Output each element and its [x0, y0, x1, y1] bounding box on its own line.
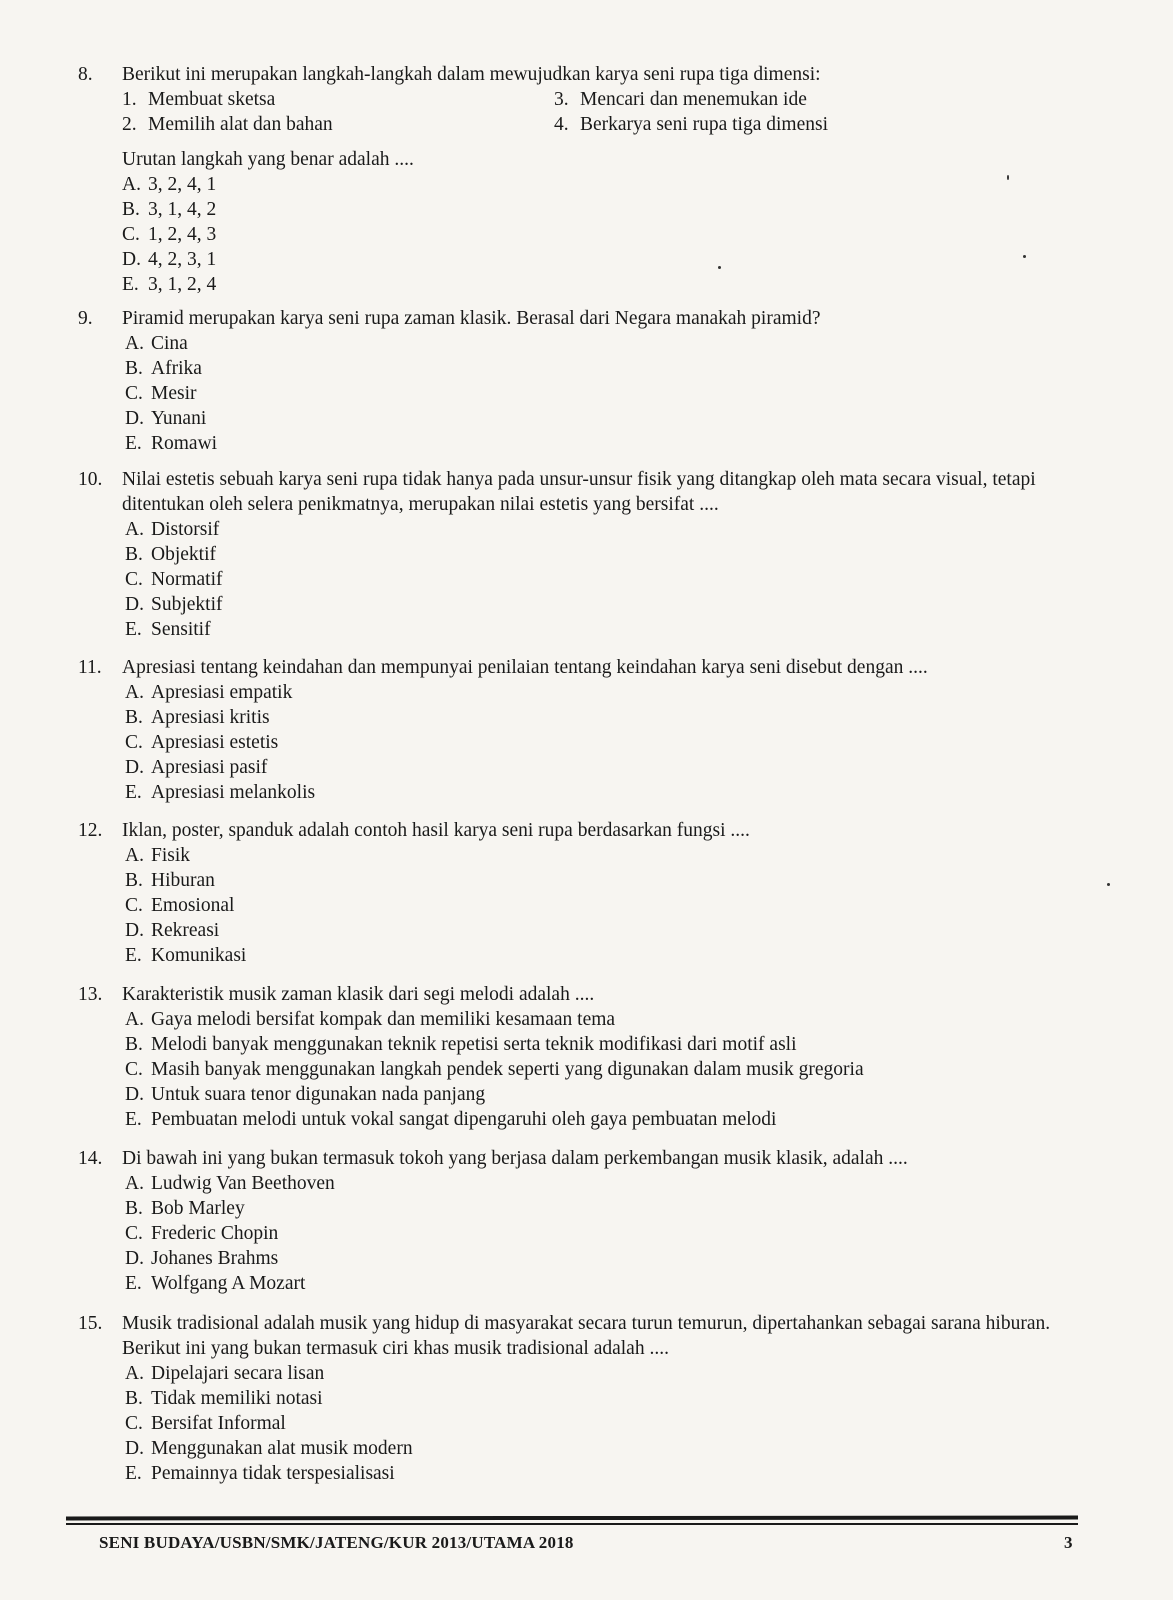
option-b[interactable]: B. Hiburan: [125, 870, 215, 891]
option-list: [125, 1361, 1063, 1486]
step-list: [122, 87, 1078, 137]
option-list: [122, 172, 1078, 297]
option-list: [125, 843, 1078, 968]
question-number: 13.: [78, 984, 103, 1005]
option-c[interactable]: C. Masih banyak menggunakan langkah pendek seperti yang digunakan dalam musik gregoria: [125, 1059, 864, 1080]
question-number: 10.: [78, 469, 103, 490]
option-e[interactable]: E. Pembuatan melodi untuk vokal sangat dipengaruhi oleh gaya pembuatan melodi: [125, 1109, 777, 1130]
option-d[interactable]: D. Untuk suara tenor digunakan nada panjang: [125, 1084, 486, 1105]
option-a[interactable]: A. Distorsif: [125, 519, 220, 540]
question-stem: 8. Berikut ini merupakan langkah-langkah dalam mewujudkan karya seni rupa tiga dimensi:: [78, 64, 821, 85]
option-c[interactable]: C. Frederic Chopin: [125, 1223, 279, 1244]
option-d[interactable]: D. Menggunakan alat musik modern: [125, 1438, 413, 1459]
question-number: 11.: [78, 657, 102, 678]
question-14: [78, 1146, 1078, 1296]
option-c[interactable]: C. Emosional: [125, 895, 235, 916]
question-stem: 11. Apresiasi tentang keindahan dan mempunyai penilaian tentang keindahan karya seni disebut dengan ....: [78, 657, 928, 678]
option-a[interactable]: A. Cina: [125, 333, 188, 354]
option-b[interactable]: B. 3, 1, 4, 2: [122, 199, 217, 220]
question-stem: 15. Musik tradisional adalah musik yang hidup di masyarakat secara turun temurun, dipertahankan sebagai sarana hiburan. Berikut ini yang bukan termasuk ciri khas musik tradisional adalah ....: [78, 1313, 1051, 1359]
question-8: [78, 62, 1078, 297]
option-b[interactable]: B. Objektif: [125, 544, 216, 565]
option-a[interactable]: A. Gaya melodi bersifat kompak dan memiliki kesamaan tema: [125, 1009, 616, 1030]
option-e[interactable]: E. Komunikasi: [125, 945, 247, 966]
option-d[interactable]: D. Apresiasi pasif: [125, 757, 268, 778]
option-list: [125, 1007, 1078, 1132]
question-stem: 13. Karakteristik musik zaman klasik dari segi melodi adalah ....: [78, 984, 595, 1005]
scan-speck: [1007, 175, 1009, 180]
option-e[interactable]: E. Sensitif: [125, 619, 211, 640]
question-number: 8.: [78, 64, 93, 85]
option-list: [125, 517, 1063, 642]
question-number: 14.: [78, 1148, 103, 1169]
option-e[interactable]: E. Pemainnya tidak terspesialisasi: [125, 1463, 395, 1484]
question-12: [78, 818, 1078, 968]
option-c[interactable]: C. Bersifat Informal: [125, 1413, 286, 1434]
option-c[interactable]: C. Mesir: [125, 383, 197, 404]
option-b[interactable]: B. Tidak memiliki notasi: [125, 1388, 323, 1409]
page-number: 3: [1064, 1533, 1073, 1552]
step-item: 1. Membuat sketsa: [122, 89, 276, 110]
option-b[interactable]: B. Melodi banyak menggunakan teknik repetisi serta teknik modifikasi dari motif asli: [125, 1034, 797, 1055]
question-sub-stem: Urutan langkah yang benar adalah ....: [122, 149, 414, 170]
question-stem: 14. Di bawah ini yang bukan termasuk tokoh yang berjasa dalam perkembangan musik klasik, adalah ....: [78, 1148, 908, 1169]
option-c[interactable]: C. Normatif: [125, 569, 223, 590]
question-15: [78, 1311, 1063, 1486]
option-d[interactable]: D. Johanes Brahms: [125, 1248, 279, 1269]
question-number: 15.: [78, 1313, 103, 1334]
footer-rule-thin: [66, 1523, 1078, 1525]
question-10: [78, 467, 1063, 642]
option-e[interactable]: E. Apresiasi melankolis: [125, 782, 316, 803]
step-item: 4. Berkarya seni rupa tiga dimensi: [554, 114, 829, 135]
option-c[interactable]: C. 1, 2, 4, 3: [122, 224, 217, 245]
option-a[interactable]: A. Fisik: [125, 845, 191, 866]
footer-exam-code: SENI BUDAYA/USBN/SMK/JATENG/KUR 2013/UTAMA 2018: [99, 1533, 574, 1552]
option-a[interactable]: A. Dipelajari secara lisan: [125, 1363, 325, 1384]
option-e[interactable]: E. Wolfgang A Mozart: [125, 1273, 306, 1294]
question-number: 9.: [78, 308, 93, 329]
option-b[interactable]: B. Bob Marley: [125, 1198, 245, 1219]
question-number: 12.: [78, 820, 103, 841]
option-d[interactable]: D. 4, 2, 3, 1: [122, 249, 217, 270]
option-e[interactable]: E. Romawi: [125, 433, 218, 454]
question-stem: 9. Piramid merupakan karya seni rupa zaman klasik. Berasal dari Negara manakah piramid?: [78, 308, 821, 329]
question-13: [78, 982, 1078, 1132]
scan-speck: [1107, 883, 1110, 886]
step-item: 2. Memilih alat dan bahan: [122, 114, 333, 135]
question-stem: 12. Iklan, poster, spanduk adalah contoh hasil karya seni rupa berdasarkan fungsi ....: [78, 820, 750, 841]
option-d[interactable]: D. Subjektif: [125, 594, 223, 615]
option-b[interactable]: B. Afrika: [125, 358, 202, 379]
option-e[interactable]: E. 3, 1, 2, 4: [122, 274, 217, 295]
scan-speck: [718, 266, 721, 269]
footer-rule-thick: [66, 1516, 1078, 1521]
scan-speck: [1023, 255, 1026, 258]
question-stem: 10. Nilai estetis sebuah karya seni rupa tidak hanya pada unsur-unsur fisik yang ditangkap oleh mata secara visual, tetapi ditentukan oleh selera penikmatnya, merupakan nilai estetis yang bersifat ....: [78, 469, 1036, 515]
option-d[interactable]: D. Rekreasi: [125, 920, 220, 941]
step-item: 3. Mencari dan menemukan ide: [554, 89, 807, 110]
option-b[interactable]: B. Apresiasi kritis: [125, 707, 270, 728]
option-c[interactable]: C. Apresiasi estetis: [125, 732, 279, 753]
option-a[interactable]: A. 3, 2, 4, 1: [122, 174, 217, 195]
option-list: [125, 680, 1078, 805]
option-a[interactable]: A. Apresiasi empatik: [125, 682, 293, 703]
option-a[interactable]: A. Ludwig Van Beethoven: [125, 1173, 335, 1194]
question-11: [78, 655, 1078, 805]
option-list: [125, 1171, 1078, 1296]
option-d[interactable]: D. Yunani: [125, 408, 207, 429]
option-list: [125, 331, 1078, 456]
question-9: [78, 306, 1078, 456]
